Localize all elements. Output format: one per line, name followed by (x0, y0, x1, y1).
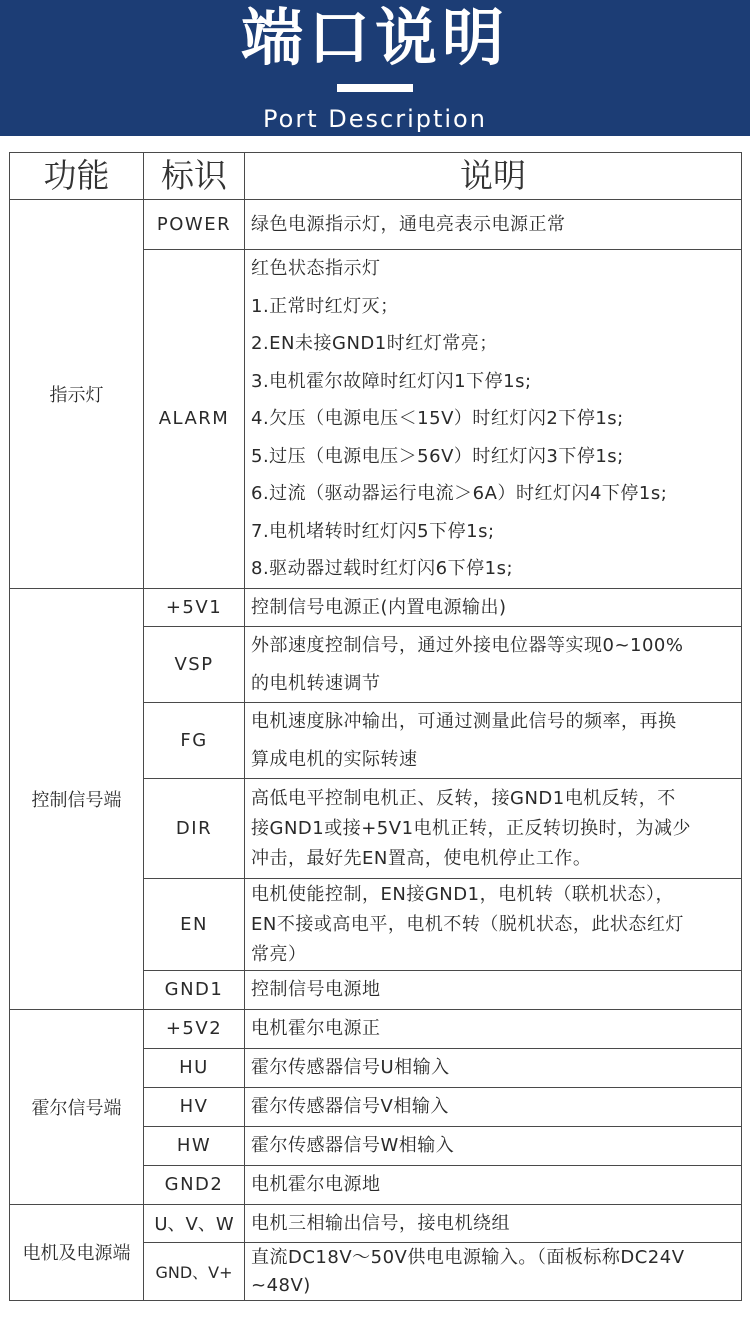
code-cell: VSP (144, 627, 245, 703)
code-cell: HU (144, 1048, 245, 1087)
description-line: ~48V) (251, 1274, 311, 1296)
description-cell (245, 879, 742, 971)
code-cell: EN (144, 879, 245, 971)
code-cell: FG (144, 703, 245, 779)
description-line: 7.电机堵转时红灯闪5下停1s; (251, 520, 495, 542)
title-underline (337, 84, 413, 92)
code-cell: ALARM (144, 250, 245, 589)
description-line: 接GND1或接+5V1电机正转，正反转切换时，为减少 (251, 817, 692, 839)
table-row (10, 1009, 742, 1048)
description-cell (245, 1243, 742, 1301)
code-cell: GND2 (144, 1165, 245, 1204)
code-cell: +5V1 (144, 588, 245, 627)
description-line: 霍尔传感器信号U相输入 (251, 1056, 450, 1078)
description-line: 3.电机霍尔故障时红灯闪1下停1s; (251, 370, 532, 392)
description-cell (245, 1126, 742, 1165)
description-cell (245, 1165, 742, 1204)
description-line: 5.过压（电源电压＞56V）时红灯闪3下停1s; (251, 445, 624, 467)
description-line: 霍尔传感器信号W相输入 (251, 1134, 455, 1156)
page-header (0, 0, 750, 136)
function-cell: 指示灯 (10, 200, 144, 589)
description-cell (245, 627, 742, 703)
description-line: 控制信号电源正(内置电源输出) (251, 596, 507, 618)
table-header-row (10, 153, 742, 200)
description-line: 2.EN未接GND1时红灯常亮； (251, 333, 498, 354)
description-line: 1.正常时红灯灭； (251, 295, 399, 317)
description-cell (245, 1009, 742, 1048)
port-table-container (9, 152, 742, 1301)
description-cell (245, 250, 742, 589)
page-title: 端口说明 (240, 1, 509, 74)
description-line: 冲击，最好先EN置高，使电机停止工作。 (251, 847, 592, 869)
code-cell: DIR (144, 779, 245, 879)
function-cell: 电机及电源端 (10, 1204, 144, 1301)
description-line: 电机速度脉冲输出，可通过测量此信号的频率，再换 (251, 711, 677, 732)
code-cell: POWER (144, 200, 245, 250)
code-cell: +5V2 (144, 1009, 245, 1048)
table-row (10, 1204, 742, 1243)
description-cell (245, 1048, 742, 1087)
description-cell (245, 1087, 742, 1126)
description-line: 的电机转速调节 (251, 672, 381, 694)
header-code: 标识 (144, 153, 245, 200)
function-cell: 霍尔信号端 (10, 1009, 144, 1204)
header-description: 说明 (245, 153, 742, 200)
function-cell: 控制信号端 (10, 588, 144, 1009)
description-cell (245, 703, 742, 779)
table-row (10, 588, 742, 627)
code-cell: HW (144, 1126, 245, 1165)
description-line: 电机霍尔电源正 (251, 1017, 381, 1039)
description-line: 4.欠压（电源电压＜15V）时红灯闪2下停1s; (251, 408, 624, 429)
description-line: 电机使能控制，EN接GND1，电机转（联机状态）， (251, 883, 675, 905)
description-cell (245, 779, 742, 879)
header-function: 功能 (10, 153, 144, 200)
description-line: EN不接或高电平，电机不转（脱机状态，此状态红灯 (251, 913, 684, 935)
description-line: 电机三相输出信号，接电机绕组 (251, 1212, 510, 1234)
description-cell (245, 971, 742, 1010)
description-line: 红色状态指示灯 (251, 258, 381, 279)
description-line: 常亮） (251, 943, 307, 965)
page-subtitle: Port Description (263, 105, 487, 133)
description-line: 电机霍尔电源地 (251, 1173, 381, 1195)
description-line: 8.驱动器过载时红灯闪6下停1s; (251, 558, 514, 579)
description-cell (245, 588, 742, 627)
description-line: 6.过流（驱动器运行电流＞6A）时红灯闪4下停1s; (251, 483, 668, 504)
description-line: 直流DC18V～50V供电电源输入。（面板标称DC24V (251, 1246, 685, 1268)
description-line: 控制信号电源地 (251, 979, 381, 1000)
description-line: 绿色电源指示灯，通电亮表示电源正常 (251, 213, 566, 235)
code-cell: GND、V+ (144, 1243, 245, 1301)
code-cell: U、V、W (144, 1204, 245, 1243)
description-cell (245, 200, 742, 250)
code-cell: GND1 (144, 971, 245, 1010)
description-cell (245, 1204, 742, 1243)
description-line: 高低电平控制电机正、反转，接GND1电机反转，不 (251, 787, 676, 809)
description-line: 算成电机的实际转速 (251, 748, 418, 770)
description-line: 外部速度控制信号，通过外接电位器等实现0~100% (251, 635, 684, 656)
table-row (10, 200, 742, 250)
port-table (9, 152, 742, 1301)
description-line: 霍尔传感器信号V相输入 (251, 1095, 449, 1117)
code-cell: HV (144, 1087, 245, 1126)
